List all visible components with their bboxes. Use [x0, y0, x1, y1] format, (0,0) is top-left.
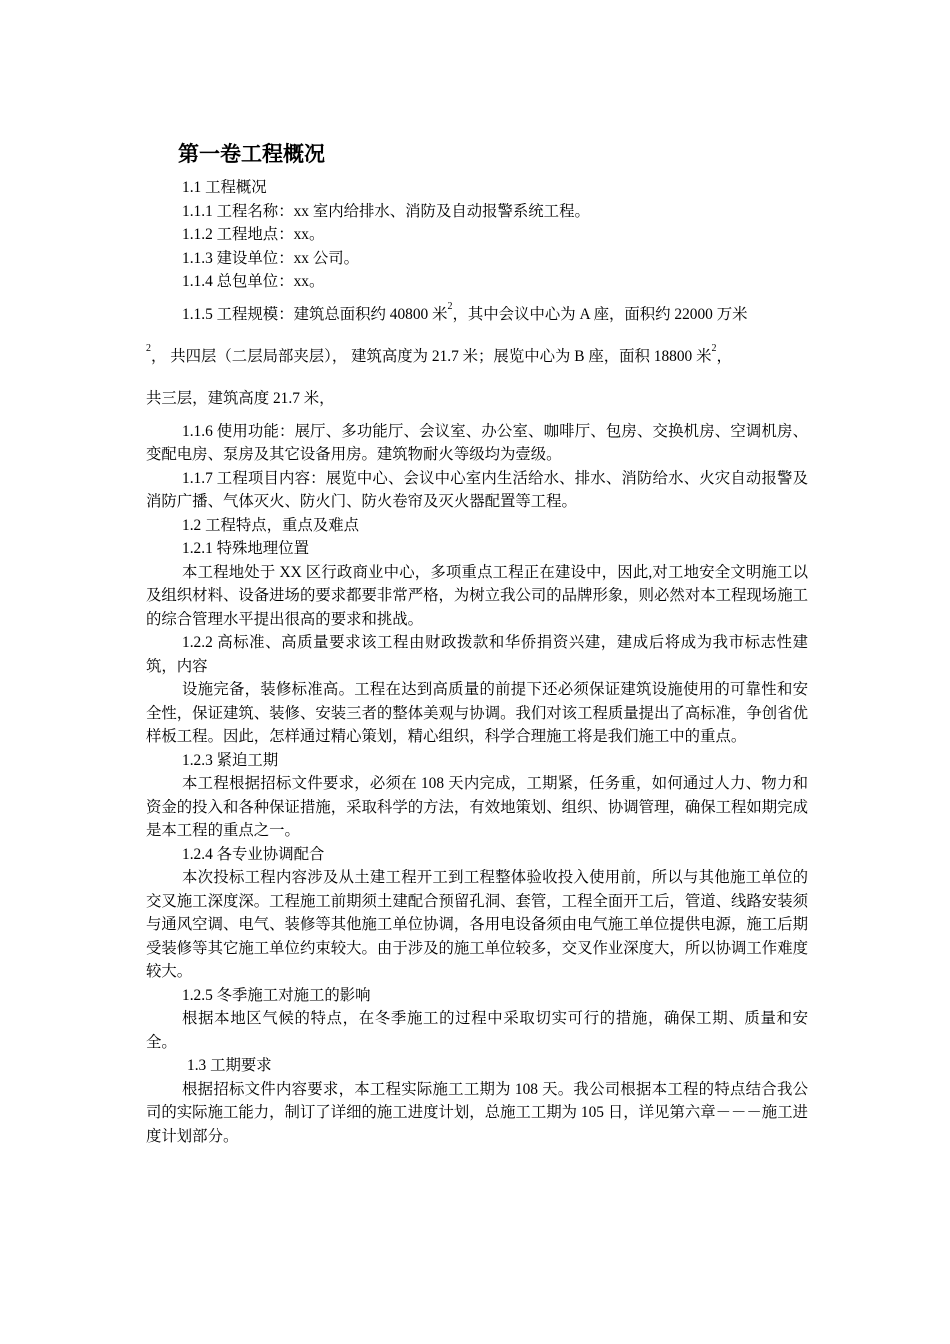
paragraph-1-2-1: 本工程地处于 XX 区行政商业中心，多项重点工程正在建设中，因此,对工地安全文明施工以及组织材料、设备进场的要求都要非常严格，为树立我公司的品牌形象，则必然对本工程现场施工的综合管理水平提出很高的要求和挑战。	[146, 563, 808, 628]
section-heading-1-3: 1.3 工期要求	[187, 1057, 272, 1074]
project-location: 1.1.2 工程地点：xx。	[182, 226, 325, 243]
document-body	[146, 176, 808, 1148]
project-scale-line-1	[146, 294, 808, 336]
paragraph-1-3: 根据招标文件内容要求，本工程实际施工工期为 108 天。我公司根据本工程的特点结合我公司的实际施工能力，制订了详细的施工进度计划，总施工工期为 105 日，详见第六章－－－施工进度计划部分。	[146, 1080, 808, 1145]
scale-text-b: ，其中会议中心为 A 座，面积约 22000 万米	[452, 305, 748, 323]
subheading-1-2-2: 1.2.2 高标准、高质量要求该工程由财政拨款和华侨捐资兴建，建成后将成为我市标志性建筑，内容	[146, 634, 808, 675]
volume-title: 第一卷工程概况	[178, 142, 325, 166]
project-name: 1.1.1 工程名称：xx 室内给排水、消防及自动报警系统工程。	[182, 202, 590, 220]
project-items: 1.1.7 工程项目内容：展览中心、会议中心室内生活给水、排水、消防给水、火灾自动报警及消防广播、气体灭火、防火门、防火卷帘及灭火器配置等工程。	[146, 469, 808, 510]
subheading-1-2-5: 1.2.5 冬季施工对施工的影响	[182, 986, 371, 1004]
paragraph-1-2-2: 设施完备，装修标准高。工程在达到高质量的前提下还必须保证建筑设施使用的可靠性和安全性，保证建筑、装修、安装三者的整体美观与协调。我们对该工程质量提出了高标准，争创省优样板工程。因此，怎样通过精心策划，精心组织，科学合理施工将是我们施工中的重点。	[146, 681, 808, 745]
superscript-2: 2	[146, 342, 151, 354]
subheading-1-2-3: 1.2.3 紧迫工期	[182, 751, 279, 769]
scale-text-d: ，	[716, 347, 732, 365]
project-scale-line-3: 共三层，建筑高度 21.7 米，	[146, 389, 335, 407]
section-heading-1-1: 1.1 工程概况	[182, 179, 267, 196]
general-contractor: 1.1.4 总包单位：xx。	[182, 273, 325, 290]
scale-text-c: ， 共四层（二层局部夹层）， 建筑高度为 21.7 米；展览中心为 B 座，面积 18800 米	[151, 347, 712, 365]
paragraph-1-2-5: 根据本地区气候的特点，在冬季施工的过程中采取切实可行的措施，确保工期、质量和安全。	[146, 1010, 808, 1051]
usage-function: 1.1.6 使用功能：展厅、多功能厅、会议室、办公室、咖啡厅、包房、交换机房、空调机房、变配电房、泵房及其它设备用房。建筑物耐火等级均为壹级。	[146, 422, 808, 463]
scale-text-a: 1.1.5 工程规模：建筑总面积约 40800 米	[182, 305, 448, 323]
paragraph-1-2-3: 本工程根据招标文件要求，必须在 108 天内完成，工期紧，任务重，如何通过人力、物力和资金的投入和各种保证措施，采取科学的方法，有效地策划、组织、协调管理，确保工程如期完成是本工程的重点之一。	[146, 775, 808, 839]
superscript-2: 2	[447, 300, 453, 312]
paragraph-1-2-4: 本次投标工程内容涉及从土建工程开工到工程整体验收投入使用前，所以与其他施工单位的交叉施工深度深。工程施工前期须土建配合预留孔洞、套管，工程全面开工后，管道、线路安装须与通风空调、电气、装修等其他施工单位协调，各用电设备须由电气施工单位提供电源，施工后期受装修等其它施工单位约束较大。由于涉及的施工单位较多，交叉作业深度大，所以协调工作难度较大。	[146, 869, 808, 980]
section-heading-1-2: 1.2 工程特点，重点及难点	[182, 516, 359, 534]
subheading-1-2-1: 1.2.1 特殊地理位置	[182, 540, 309, 557]
construction-unit: 1.1.3 建设单位：xx 公司。	[182, 249, 359, 267]
project-scale-line-2	[146, 336, 808, 378]
superscript-2: 2	[711, 342, 717, 354]
subheading-1-2-4: 1.2.4 各专业协调配合	[182, 845, 325, 863]
